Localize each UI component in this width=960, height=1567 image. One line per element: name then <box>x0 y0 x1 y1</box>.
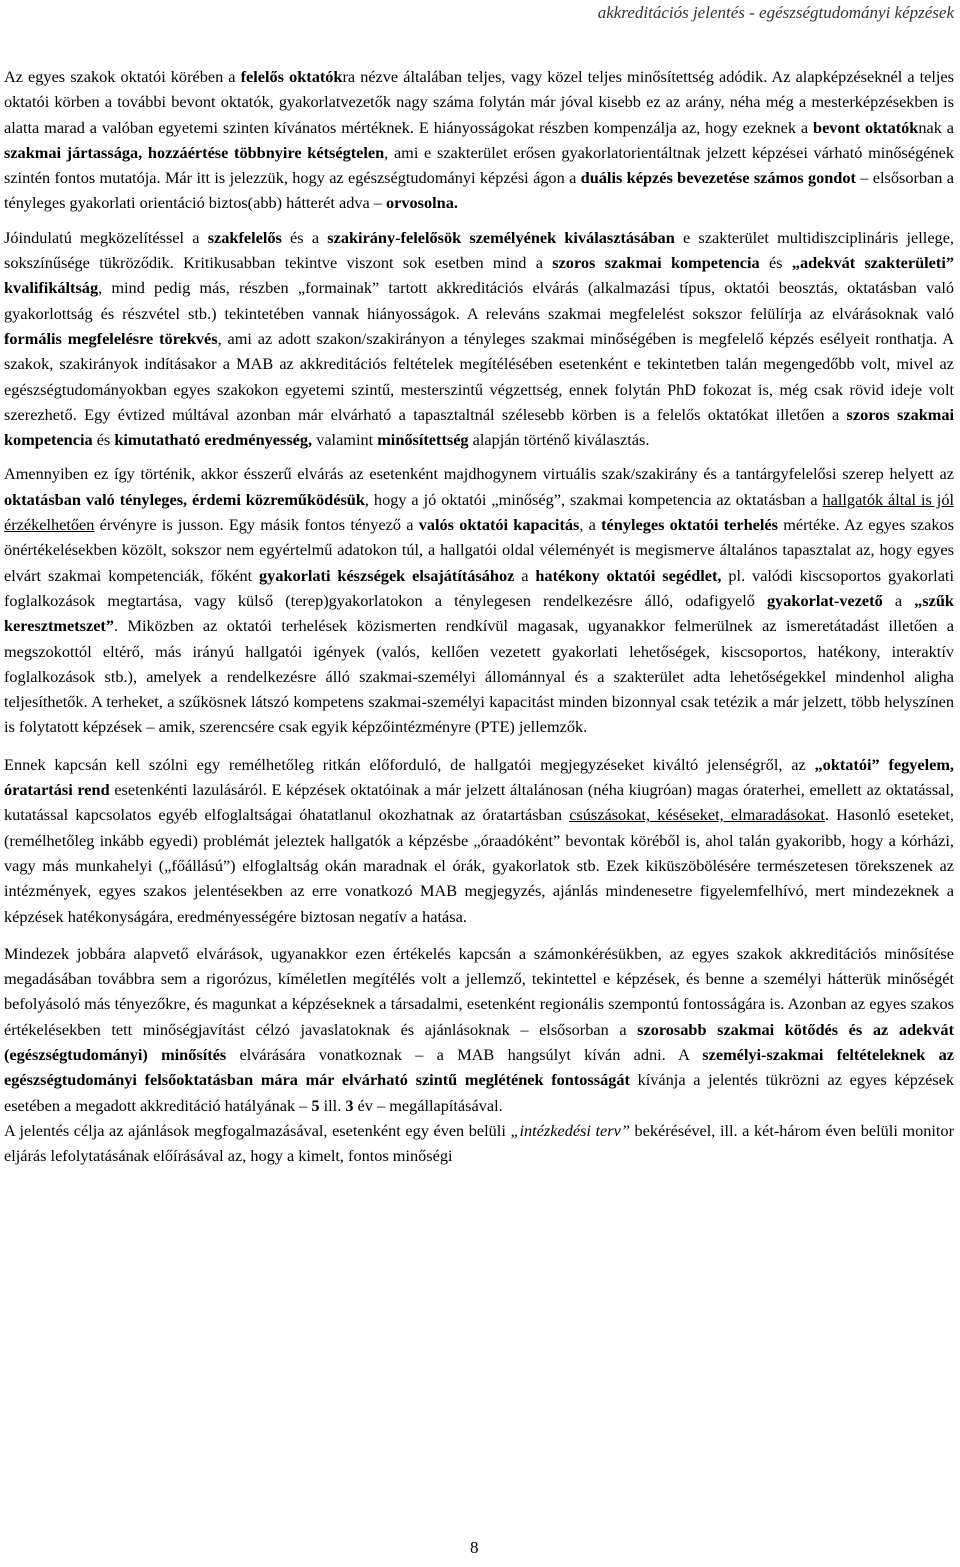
text-run: Mindezek jobbára alapvető elvárások, ugyanakkor ezen értékelés kapcsán a számonkérésükben, az egyes szakok akkreditációs minősítése megadásában továbbra sem a rigorózus, kíméletlen megítélés volt a jellemző, tekintettel e képzések, és benne a személyi hátterük minőségét befolyásoló más tényezőkre, és magunkat a képzéseknek a társadalmi, esetenként regionális szempontú fontosságára is. Azonban az egyes szakos értékelésekben tett minőségjavítást célzó javaslatoknak és ajánlásoknak – elsősorban a <box>4 943 954 1039</box>
text-run: bekérésével, ill. a két-három éven belüli monitor eljárás lefolytatásának előírásával az, hogy a kimelt, fontos minőségi <box>4 1120 954 1166</box>
text-run: minősítettség <box>377 430 469 450</box>
text-run: csúszásokat, késéseket, elmaradásokat <box>569 805 825 825</box>
text-run: és a <box>281 227 328 247</box>
text-run: „adekvát szakterületi” kvalifikáltság <box>4 253 954 298</box>
text-run: Amennyiben ez így történik, akkor ésszerű elvárás az esetenként majdhogynem virtuális szak/szakirány és a tantárgyfelelősi szerep helyett az <box>4 464 954 484</box>
text-run: és <box>759 253 792 273</box>
text-run: és <box>92 430 115 450</box>
paragraph-2 <box>4 225 954 453</box>
text-run: év – megállapításával. <box>353 1095 503 1115</box>
page-number: 8 <box>470 1538 479 1557</box>
paragraph-3 <box>4 461 954 739</box>
text-run: – elsősorban a tényleges gyakorlati orientáció biztos(abb) hátterét adva – <box>4 168 955 213</box>
text-run: bevont oktatók <box>813 117 919 137</box>
paragraph-4 <box>4 752 954 929</box>
text-run: A jelentés célja az ajánlások megfogalmazásával, esetenként egy éven belüli <box>4 1120 511 1140</box>
paragraph-6 <box>4 1118 954 1169</box>
text-run: felelős oktatók <box>240 67 343 86</box>
text-run: hallgatók által is jól érzékelhetően <box>4 489 954 535</box>
text-run: . Miközben az oktatói terhelések közismerten rendkívül magasak, ugyanakkor felmerülnek az ismeretátadást illetően a megszokottól eltérő, más irányú hallgatói igények (valós, kellően vezetett gyakorlati lehetőségek, kiscsoportos, hatékony, interaktív foglalkozások stb.), amelyek a rendelkezésre álló szakmai-személyi állománnyal és a szakterület adta lehetőségekkel mindenhol aligha teljesíthetők. A terheket, a szűkösnek látszó kompetens szakmai-személyi kapacitást minden bizonnyal csak tetézik a már jelzett, több helyszínen is folytatott képzések – amik, szerencsére csak egyik képzőintézményre (PTE) jellemzők. <box>4 616 954 737</box>
text-run: , hogy a jó oktatói „minőség”, szakmai kompetencia az oktatásban a <box>364 489 823 509</box>
text-run: „intézkedési terv” <box>510 1120 630 1140</box>
text-run: szoros szakmai kompetencia <box>4 404 954 450</box>
text-run: gyakorlati készségek elsajátításához <box>259 565 515 585</box>
text-run: , mind pedig más, részben „formainak” tartott akkreditációs elvárás (alkalmazási típus, oktatói beosztás, oktatásban való gyakorlottság és részvétel stb.) tekintetében vannak hiányosságok. A releváns szakmai megfelelést sokszor felülírja az elvárásoknak való <box>4 278 954 323</box>
text-run: a <box>514 565 536 585</box>
text-run: szakfelelős <box>207 227 282 247</box>
text-run: személyi-szakmai feltételeknek az egészségtudományi felsőoktatásban mára már elvárható szintű meglétének fontosságát <box>4 1044 955 1090</box>
paragraph-1 <box>4 64 954 216</box>
text-run: hatékony oktatói segédlet, <box>535 565 722 585</box>
text-run: , a <box>579 515 602 535</box>
text-run: Jóindulatú megközelítéssel a <box>4 227 208 247</box>
text-run: nak a <box>918 117 954 137</box>
text-run: 3 <box>345 1095 354 1115</box>
text-run: a <box>882 590 915 610</box>
text-run: pl. valódi kiscsoportos gyakorlati foglalkozások megtartása, vagy külső (terep)gyakorlatokon a ténylegesen rendelkezésre álló, odafigyelő <box>4 565 954 610</box>
text-run: Az egyes szakok oktatói körében a <box>4 67 241 86</box>
text-run: szakirány-felelősök személyének kiválasztásában <box>327 227 675 247</box>
text-run: gyakorlat-vezető <box>766 590 883 610</box>
text-run: . Hasonló eseteket, (remélhetőleg inkább egyedi) problémát jeleztek hallgatók a képzésbe „óraadóként” bevontak köréből is, ahol talán gyakoribb, hogy a kórházi, vagy más munkahelyi („főállású”) elfoglaltság okán maradnak el órák, gyakorlatok stb. Ezek kiküszöbölésére természetesen törekszenek az intézmények, egyes szakos jelentésekben az erre vonatkozó MAB megjegyzés, ajánlás mindenesetre figyelemfelhívó, mert mindezeknek a képzések hatékonyságára, eredményességére biztosan negatív a hatása. <box>4 805 954 926</box>
text-run: 5 <box>311 1095 320 1115</box>
text-run: „oktatói” fegyelem, óratartási rend <box>4 754 955 800</box>
body-text <box>4 64 954 1168</box>
text-run: valamint <box>312 430 378 450</box>
text-run: oktatásban való tényleges, érdemi közreműködésük <box>4 489 365 509</box>
text-run: tényleges oktatói terhelés <box>601 515 778 535</box>
text-run: , ami az adott szakon/szakirányon a tényleges szakmai minőségében is megfelelő képzés esélyeit ronthatja. A szakok, szakirányok indításakor a MAB az akkreditációs feltételek megítélésében esetenként e tekintetben talán megengedőbb volt, mivel az egészségtudományokban egyes szakokon egyetemi szintű, mesterszintű végzettség, ennek folytán PhD fokozat is, még csak rövid ideje volt szerezhető. Egy évtized múltával azonban már elvárható a tapasztaltnál szélesebb körben is a felelős oktatókat illetően a <box>4 328 954 424</box>
text-run: valós oktatói kapacitás <box>418 515 580 535</box>
text-run: ill. <box>319 1095 346 1115</box>
text-run: e szakterület multidiszciplináris jellege, sokszínűsége tükröződik. Kritikusabban tekintve viszont sok esetben mind a <box>4 227 954 273</box>
text-run: ra nézve általában teljes, vagy közel teljes minősítettség adódik. Az alapképzéseknél a teljes oktatói körben a további bevont oktatók, gyakorlatvezetők nagy száma folytán már jóval kisebb ez az arány, néha még a mesterképzésekben is alatta marad a valóban egyetemi szinten kívánatos mértéknek. E hiányosságokat részben kompenzálja az, hogy ezeknek a <box>4 67 954 137</box>
text-run: alapján történő kiválasztás. <box>468 430 650 450</box>
text-run: formális megfelelésre törekvés <box>4 328 218 348</box>
paragraph-5 <box>4 941 954 1118</box>
text-run: esetenkénti lazulásáról. E képzések oktatóinak a már jelzett általánosan (néha kiugróan) magas óraterhei, emellett az oktatással, kutatással kapcsolatos egyéb elfoglaltságai óhatatlanul okozhatnak az óratartásban <box>4 780 954 825</box>
text-run: , ami e szakterület erősen gyakorlatorientáltnak jelzett képzései várható minőségének szintén fontos mutatója. Már itt is jelezzük, hogy az egészségtudományi képzési ágon a <box>4 142 954 188</box>
text-run: érvényre is jusson. Egy másik fontos tényező a <box>94 515 419 535</box>
text-run: Ennek kapcsán kell szólni egy remélhetőleg ritkán előforduló, de hallgatói megjegyzéseket kiváltó jelenségről, az <box>4 754 815 774</box>
text-run: szakmai jártassága, hozzáértése többnyire kétségtelen <box>4 142 385 162</box>
text-run: kívánja a jelentés tükrözni az egyes képzések esetében a megadott akkreditáció hatályának – <box>4 1070 955 1115</box>
text-run: orvosolna. <box>386 193 458 213</box>
text-run: mértéke. Az egyes szakos önértékelésekben közölt, sokszor nem egyértelmű adatokon túl, a hallgatói oldal véleményét is megismerve általános tapasztalat az, hogy egyes elvárt szakmai kompetenciák, főként <box>4 515 954 585</box>
text-run: szorosabb szakmai kötődés és az adekvát (egészségtudományi) minősítés <box>4 1019 954 1064</box>
running-header: akkreditációs jelentés - egészségtudományi képzések <box>597 3 954 22</box>
text-run: kimutatható eredményesség, <box>114 430 313 450</box>
text-run: szoros szakmai kompetencia <box>552 253 760 273</box>
text-run: duális képzés bevezetése számos gondot <box>580 168 856 188</box>
text-run: elvárására vonatkoznak – a MAB hangsúlyt kíván adni. A <box>226 1044 703 1064</box>
text-run: „szűk keresztmetszet” <box>4 590 954 636</box>
